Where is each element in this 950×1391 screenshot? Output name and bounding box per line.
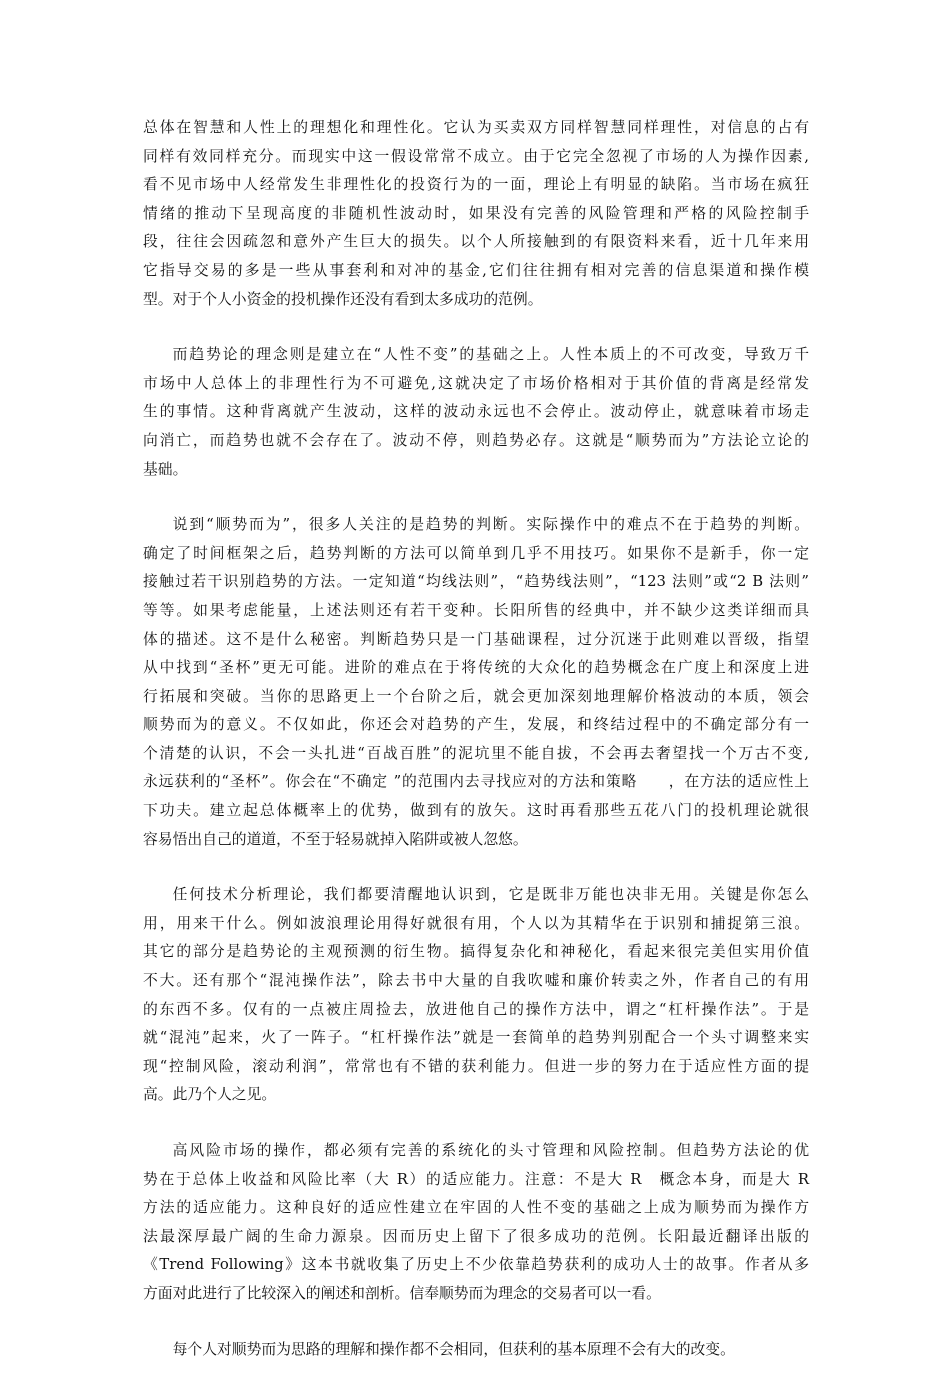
text-line: 确定了时间框架之后，趋势判断的方法可以简单到几乎不用技巧。如果你不是新手，你一定	[143, 544, 809, 562]
text-line: 同样有效同样充分。而现实中这一假设常常不成立。由于它完全忽视了市场的人为操作因素,	[143, 147, 809, 165]
text-line: 就“混沌”起来，火了一阵子。“杠杆操作法”就是一套简单的趋势判别配合一个头寸调整来实	[143, 1029, 809, 1047]
text-line: 的东西不多。仅有的一点被庄周捡去，放进他自己的操作方法中，谓之“杠杆操作法”。于是	[143, 1000, 809, 1018]
text-line: 生的事情。这种背离就产生波动，这样的波动永远也不会停止。波动停止，就意味着市场走	[143, 403, 809, 421]
text-line: 永远获利的“圣杯”。你会在“不确定 ”的范围内去寻找应对的方法和策略 ，在方法的适应性上	[143, 773, 809, 791]
paragraph	[143, 341, 809, 484]
text-line: 每个人对顺势而为思路的理解和操作都不会相同，但获利的基本原理不会有大的改变。	[172, 1340, 735, 1358]
paragraph	[143, 881, 809, 1110]
text-line: 任何技术分析理论，我们都要清醒地认识到，它是既非万能也决非无用。关键是你怎么	[172, 886, 809, 904]
text-line: 高。此乃个人之见。	[143, 1086, 277, 1104]
text-line: 《Trend Following》这本书就收集了历史上不少依靠趋势获利的成功人士的故事。作者从多	[143, 1256, 809, 1274]
text-line: 市场中人总体上的非理性行为不可避免,这就决定了市场价格相对于其价值的背离是经常发	[143, 374, 809, 392]
document-body	[143, 114, 809, 1391]
text-line: 个清楚的认识，不会一头扎进“百战百胜”的泥坑里不能自拔，不会再去奢望找一个万古不变,	[143, 744, 809, 762]
text-line: 不大。还有那个“混沌操作法”，除去书中大量的自我吹嘘和廉价转卖之外，作者自己的有用	[143, 972, 809, 990]
text-line: 情绪的推动下呈现高度的非随机性波动时，如果没有完善的风险管理和严格的风险控制手	[143, 204, 809, 222]
text-line: 它指导交易的多是一些从事套利和对冲的基金,它们往往拥有相对完善的信息渠道和操作模	[143, 261, 809, 279]
text-line: 说到“顺势而为”，很多人关注的是趋势的判断。实际操作中的难点不在于趋势的判断。	[172, 516, 809, 534]
text-line: 下功夫。建立起总体概率上的优势，做到有的放矢。这时再看那些五花八门的投机理论就很	[143, 802, 809, 820]
text-line: 顺势而为的意义。不仅如此，你还会对趋势的产生，发展，和终结过程中的不确定部分有一	[143, 716, 809, 734]
text-line: 看不见市场中人经常发生非理性化的投资行为的一面，理论上有明显的缺陷。当市场在疯狂	[143, 176, 809, 194]
paragraph	[143, 1137, 809, 1309]
text-line: 容易悟出自己的道道，不至于轻易就掉入陷阱或被人忽悠。	[143, 830, 528, 848]
text-line: 方面对此进行了比较深入的阐述和剖析。信奉顺势而为理念的交易者可以一看。	[143, 1284, 661, 1302]
text-line: 势在于总体上收益和风险比率（大 R）的适应能力。注意：不是大 R 概念本身，而是大 R	[143, 1170, 809, 1188]
paragraph	[143, 114, 809, 314]
text-line: 行拓展和突破。当你的思路更上一个台阶之后，就会更加深刻地理解价格波动的本质，领会	[143, 687, 809, 705]
text-line: 总体在智慧和人性上的理想化和理性化。它认为买卖双方同样智慧同样理性，对信息的占有	[143, 119, 809, 136]
paragraph	[143, 1336, 809, 1365]
text-line: 等等。如果考虑能量，上述法则还有若干变种。长阳所售的经典中，并不缺少这类详细而具	[143, 601, 809, 619]
text-line: 法最深厚最广阔的生命力源泉。因而历史上留下了很多成功的范例。长阳最近翻译出版的	[143, 1227, 809, 1245]
text-line: 从中找到“圣杯”更无可能。进阶的难点在于将传统的大众化的趋势概念在广度上和深度上进	[143, 659, 809, 677]
text-line: 方法的适应能力。这种良好的适应性建立在牢固的人性不变的基础之上成为顺势而为操作方	[143, 1199, 809, 1217]
text-line: 高风险市场的操作，都必须有完善的系统化的头寸管理和风险控制。但趋势方法论的优	[172, 1142, 809, 1159]
text-line: 基础。	[143, 460, 188, 478]
text-line: 其它的部分是趋势论的主观预测的衍生物。搞得复杂化和神秘化，看起来很完美但实用价值	[143, 943, 809, 961]
text-line: 用，用来干什么。例如波浪理论用得好就很有用，个人以为其精华在于识别和捕捉第三浪。	[143, 914, 809, 932]
text-line: 现“控制风险，滚动利润”，常常也有不错的获利能力。但进一步的努力在于适应性方面的提	[143, 1057, 809, 1075]
text-line: 型。对于个人小资金的投机操作还没有看到太多成功的范例。	[143, 290, 543, 308]
paragraph	[143, 511, 809, 854]
text-line: 而趋势论的理念则是建立在“人性不变”的基础之上。人性本质上的不可改变，导致万千	[172, 346, 809, 364]
text-line: 接触过若干识别趋势的方法。一定知道“均线法则”，“趋势线法则”，“123 法则”或“2 B 法则”	[143, 573, 809, 591]
text-line: 段，往往会因疏忽和意外产生巨大的损失。以个人所接触到的有限资料来看，近十几年来用	[143, 233, 809, 251]
text-line: 体的描述。这不是什么秘密。判断趋势只是一门基础课程，过分沉迷于此则难以晋级，指望	[143, 630, 809, 648]
text-line: 向消亡，而趋势也就不会存在了。波动不停，则趋势必存。这就是“顺势而为”方法论立论的	[143, 431, 809, 449]
